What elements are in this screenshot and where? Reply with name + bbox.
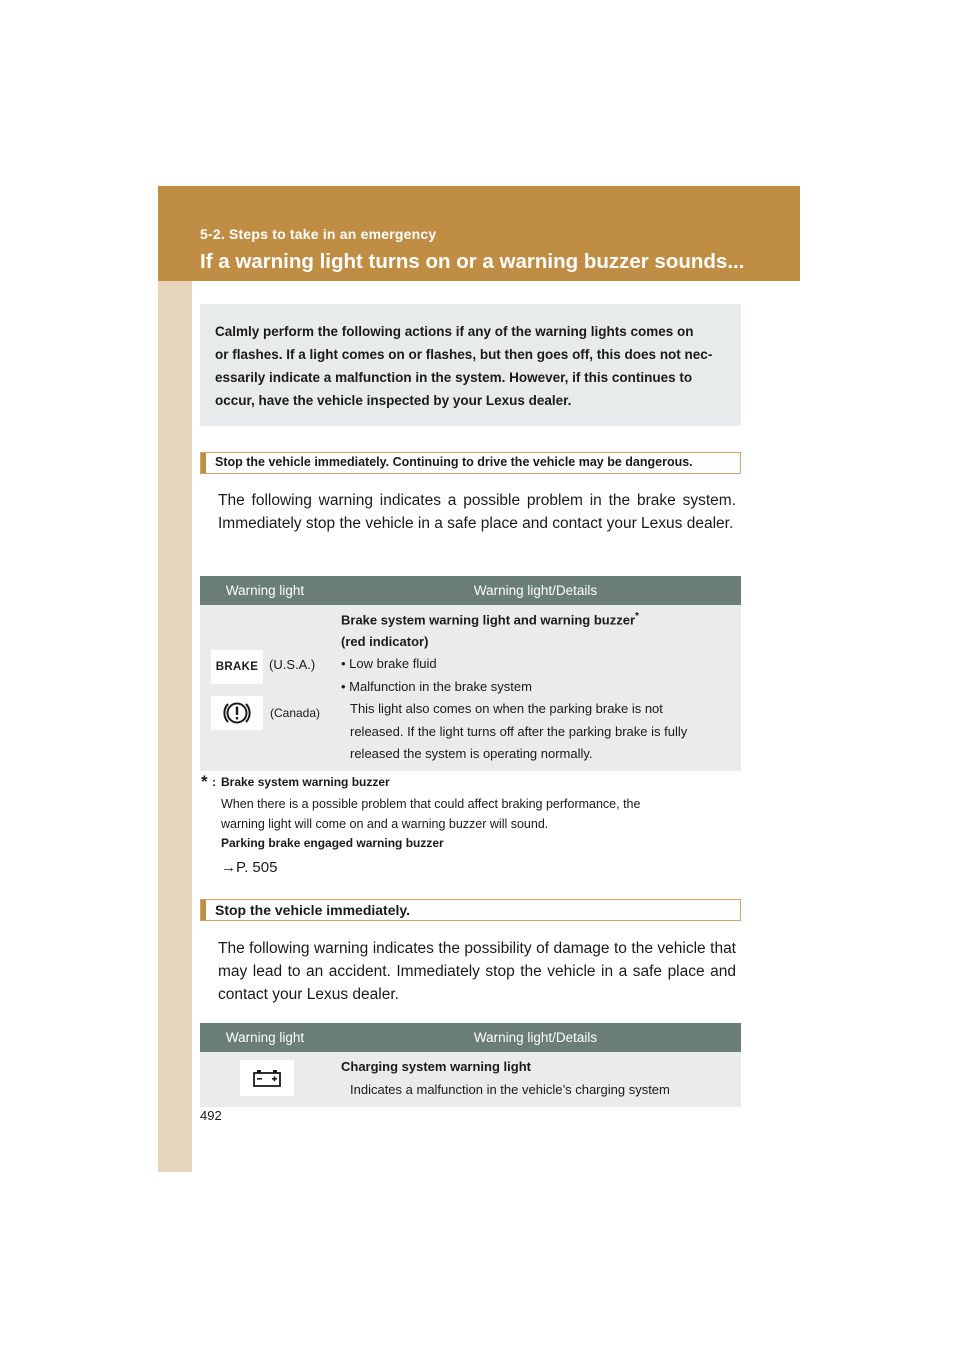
section1-text: The following warning indicates a possible problem in the brake system. Immediately stop the vehicle in a safe place and contact your Lexus dealer.	[218, 492, 736, 532]
page-reference-link[interactable]: →P. 505	[221, 859, 278, 876]
charging-light-title: Charging system warning light	[341, 1059, 531, 1074]
section2-text: The following warning indicates the possibility of damage to the vehicle that may lead to an accident. Immediately stop the vehicle in a safe place and contact your Lexus dealer.	[218, 940, 736, 1003]
table1-col-warning-light: Warning light	[225, 583, 305, 598]
heading-accent	[201, 900, 206, 920]
side-margin-band	[158, 186, 192, 1172]
table2-header	[200, 1023, 741, 1052]
table2-row-charging	[200, 1052, 741, 1107]
brake-note-line: This light also comes on when the parking brake is not	[350, 701, 663, 716]
footnote-line: warning light will come on and a warning buzzer will sound.	[221, 817, 549, 831]
footnote-title-2: Parking brake engaged warning buzzer	[221, 836, 444, 850]
region-canada: (Canada)	[270, 706, 321, 720]
brake-warning-circle-icon	[211, 696, 263, 730]
brake-bullet-malfunction: • Malfunction in the brake system	[341, 679, 532, 694]
page-title: If a warning light turns on or a warning buzzer sounds...	[200, 250, 745, 273]
battery-icon	[240, 1060, 294, 1096]
heading-accent	[201, 453, 206, 473]
intro-line: occur, have the vehicle inspected by your Lexus dealer.	[215, 393, 572, 408]
table1-header	[200, 576, 741, 605]
brake-light-title: Brake system warning light and warning buzzer*	[341, 611, 639, 628]
page-number: 492	[200, 1108, 222, 1123]
table1-row-brake	[200, 605, 741, 771]
brake-icon: BRAKE	[211, 650, 263, 684]
section2-heading-bar	[200, 899, 741, 921]
brake-note-line: released the system is operating normally.	[350, 746, 593, 761]
intro-line: Calmly perform the following actions if any of the warning lights comes on	[215, 324, 694, 339]
table2-col-details: Warning light/Details	[473, 1030, 598, 1045]
chapter-header	[158, 186, 800, 281]
intro-line: or flashes. If a light comes on or flashes, but then goes off, this does not nec-	[215, 347, 713, 362]
intro-line: essarily indicate a malfunction in the system. However, if this continues to	[215, 370, 693, 385]
section2-heading: Stop the vehicle immediately.	[215, 902, 411, 918]
charging-light-desc: Indicates a malfunction in the vehicle’s charging system	[350, 1082, 670, 1097]
footnote-mark: *	[201, 772, 208, 791]
region-usa: (U.S.A.)	[269, 657, 316, 672]
footnote-line: When there is a possible problem that could affect braking performance, the	[221, 797, 641, 811]
brake-bullet-fluid: • Low brake fluid	[341, 656, 437, 671]
brake-note-line: released. If the light turns off after the parking brake is fully	[350, 724, 688, 739]
section-label: 5-2. Steps to take in an emergency	[200, 226, 437, 242]
section1-heading: Stop the vehicle immediately. Continuing to drive the vehicle may be dangerous.	[215, 455, 693, 469]
brake-light-subtitle: (red indicator)	[341, 634, 429, 649]
section1-heading-bar	[200, 452, 741, 474]
intro-text	[215, 320, 733, 412]
footnote-colon: :	[212, 775, 216, 789]
table1-col-details: Warning light/Details	[473, 583, 598, 598]
footnote-title: Brake system warning buzzer	[221, 775, 390, 789]
table2-col-warning-light: Warning light	[225, 1030, 305, 1045]
intro-box	[200, 304, 741, 426]
